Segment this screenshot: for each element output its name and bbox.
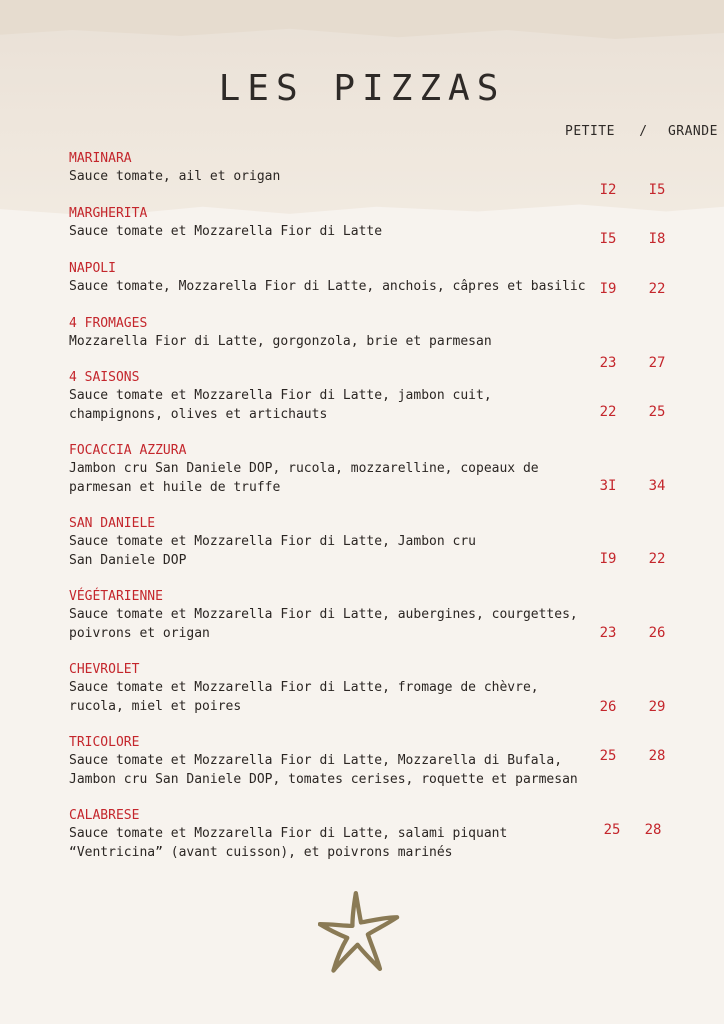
- item-name: MARGHERITA: [69, 206, 148, 221]
- item-desc: “Ventricina” (avant cuisson), et poivrons marinés: [69, 844, 453, 860]
- item-name: FOCACCIA AZZURA: [69, 443, 187, 458]
- item-name: CHEVROLET: [69, 662, 140, 677]
- item-desc: Sauce tomate et Mozzarella Fior di Latte, Mozzarella di Bufala,: [69, 753, 563, 768]
- item-name: SAN DANIELE: [69, 516, 156, 531]
- menu-item-4-saisons: [69, 369, 609, 424]
- menu-item-san-daniele: [69, 515, 609, 570]
- price-small: 23: [599, 625, 617, 641]
- price-large: 29: [648, 699, 666, 715]
- item-name: MARINARA: [69, 151, 132, 166]
- price-large: 28: [648, 748, 666, 764]
- menu-item-napoli: [69, 260, 609, 297]
- item-name: TRICOLORE: [69, 735, 140, 750]
- price-small: I9: [599, 551, 617, 567]
- item-name: 4 FROMAGES: [69, 316, 148, 331]
- price-small: 23: [599, 355, 617, 371]
- price-large: I8: [648, 231, 666, 247]
- item-desc: Sauce tomate et Mozzarella Fior di Latte, salami piquant: [69, 826, 508, 841]
- price-small: 25: [603, 822, 621, 838]
- size-large-label: GRANDE: [667, 124, 718, 139]
- price-large: 22: [648, 551, 666, 567]
- item-desc: Jambon cru San Daniele DOP, tomates cerises, roquette et parmesan: [69, 771, 578, 787]
- size-small-label: PETITE: [565, 124, 615, 139]
- price-small: 26: [599, 699, 617, 715]
- item-desc: Mozzarella Fior di Latte, gorgonzola, brie et parmesan: [69, 334, 492, 349]
- menu-item-focaccia-azzura: [69, 442, 609, 497]
- item-desc: Sauce tomate, ail et origan: [69, 169, 281, 184]
- item-desc: Jambon cru San Daniele DOP, rucola, mozzarelline, copeaux de: [69, 461, 539, 476]
- price-large: 34: [648, 478, 666, 494]
- size-separator: /: [639, 124, 648, 139]
- menu-item-tricolore: [69, 734, 609, 789]
- price-large: 27: [648, 355, 666, 371]
- menu-item-marinara: [69, 150, 609, 187]
- size-header: [565, 124, 718, 139]
- price-small: I9: [599, 281, 617, 297]
- item-desc: Sauce tomate et Mozzarella Fior di Latte, Jambon cru: [69, 534, 476, 549]
- price-large: I5: [648, 182, 666, 198]
- item-desc: poivrons et origan: [69, 625, 210, 641]
- item-desc: Sauce tomate et Mozzarella Fior di Latte: [69, 224, 383, 239]
- item-desc: Sauce tomate et Mozzarella Fior di Latte, fromage de chèvre,: [69, 680, 539, 695]
- menu-item-margherita: [69, 205, 609, 242]
- item-desc: parmesan et huile de truffe: [69, 479, 281, 495]
- price-small: 22: [599, 404, 617, 420]
- item-name: 4 SAISONS: [69, 370, 140, 385]
- price-small: 3I: [599, 478, 617, 494]
- item-name: NAPOLI: [69, 261, 116, 276]
- item-desc: champignons, olives et artichauts: [69, 406, 328, 422]
- item-desc: Sauce tomate et Mozzarella Fior di Latte, aubergines, courgettes,: [69, 607, 578, 622]
- menu-item-chevrolet: [69, 661, 609, 716]
- price-large: 25: [648, 404, 666, 420]
- price-small: I2: [599, 182, 617, 198]
- item-name: CALABRESE: [69, 808, 140, 823]
- item-desc: Sauce tomate, Mozzarella Fior di Latte, anchois, câpres et basilic: [69, 279, 586, 294]
- item-name: VÉGÉTARIENNE: [69, 589, 163, 604]
- price-small: 25: [599, 748, 617, 764]
- menu-item-calabrese: [69, 807, 609, 862]
- page-title: LES PIZZAS: [218, 68, 506, 109]
- item-desc: San Daniele DOP: [69, 552, 187, 568]
- item-desc: rucola, miel et poires: [69, 698, 242, 714]
- price-large: 28: [644, 822, 662, 838]
- price-large: 26: [648, 625, 666, 641]
- star-logo-icon: [318, 888, 404, 974]
- price-small: I5: [599, 231, 617, 247]
- menu-item-vegetarienne: [69, 588, 609, 643]
- item-desc: Sauce tomate et Mozzarella Fior di Latte, jambon cuit,: [69, 388, 492, 403]
- price-large: 22: [648, 281, 666, 297]
- menu-item-4-fromages: [69, 315, 609, 352]
